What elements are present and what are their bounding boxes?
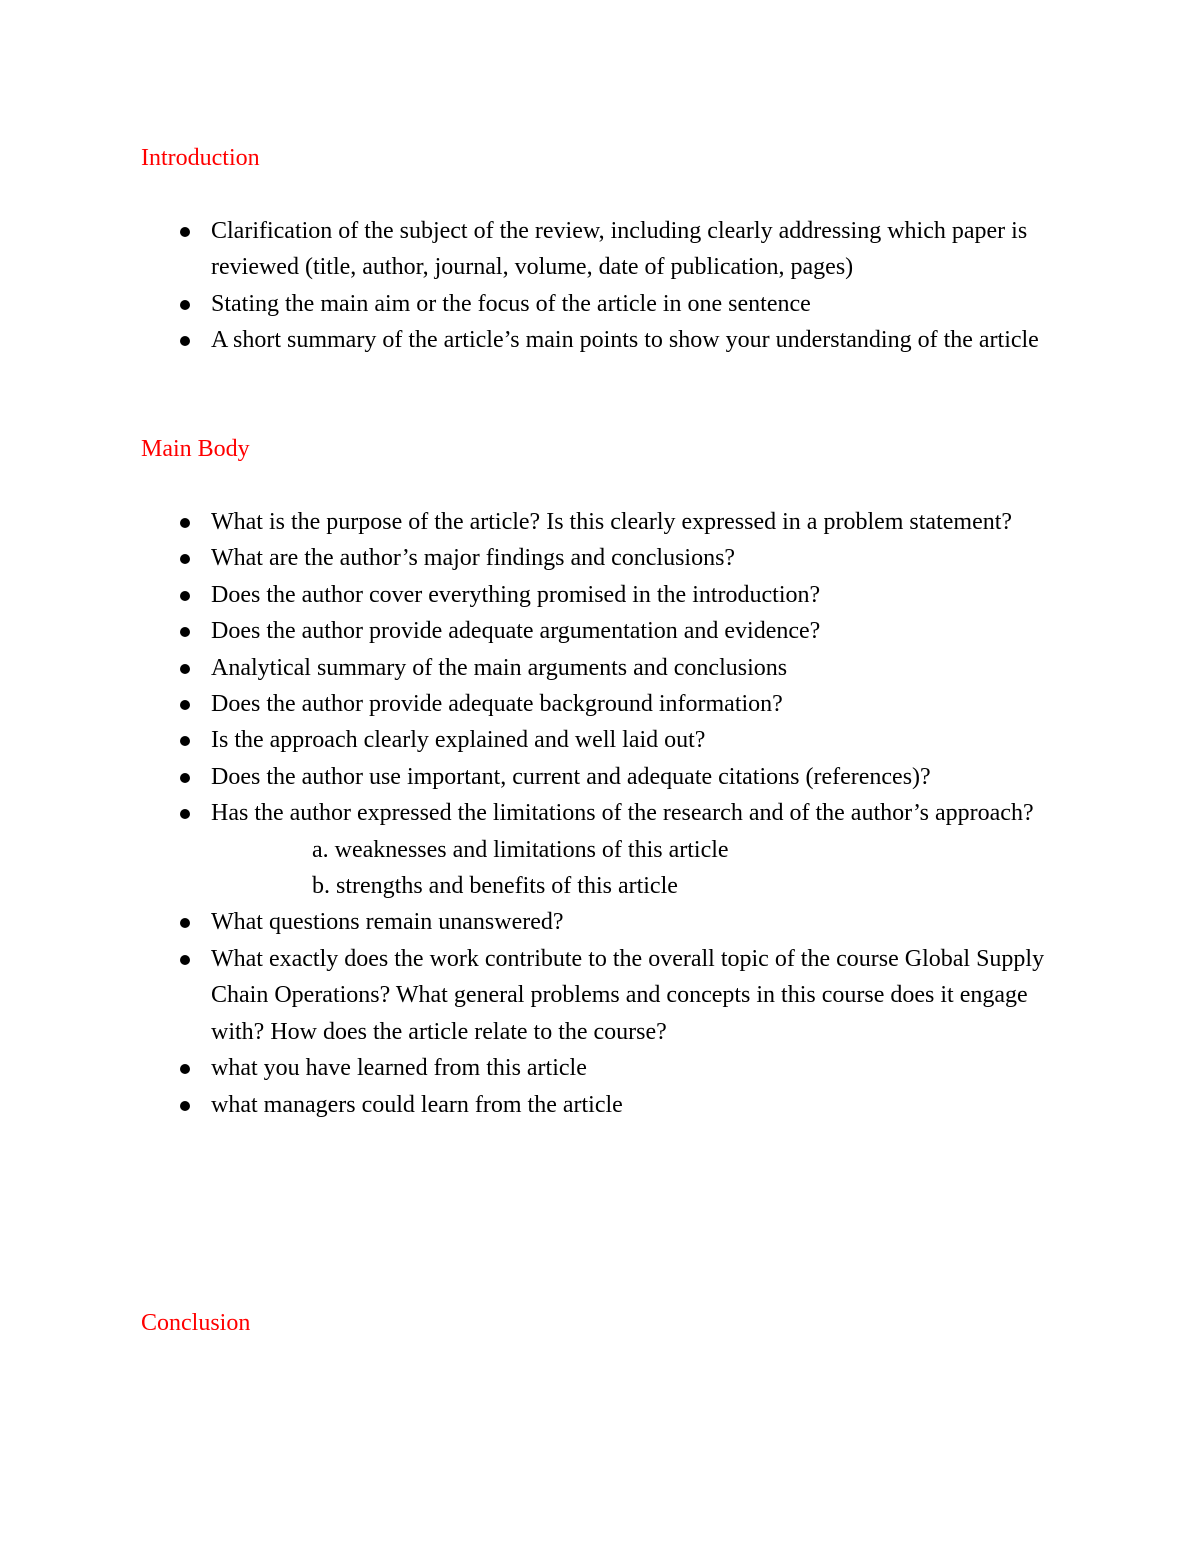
list-item [0, 759, 1071, 795]
main-body-list [0, 504, 1200, 1123]
bullet-icon [180, 773, 190, 783]
bullet-icon [180, 1064, 190, 1074]
bullet-icon [180, 809, 190, 819]
bullet-icon [180, 518, 190, 528]
list-item-text: What is the purpose of the article? Is this clearly expressed in a problem statement? [211, 509, 1013, 535]
bullet-icon [180, 591, 190, 601]
list-item [0, 941, 1071, 1050]
bullet-icon [180, 336, 190, 346]
list-item [0, 722, 1071, 758]
list-item [0, 650, 1071, 686]
introduction-heading: Introduction [141, 145, 260, 171]
bullet-icon [180, 736, 190, 746]
sub-list-item [0, 868, 1200, 904]
bullet-icon [180, 918, 190, 928]
list-item-text: Has the author expressed the limitations of the research and of the author’s approach? [211, 800, 1034, 827]
list-item [0, 322, 1071, 358]
list-item-text: Does the author provide adequate argumentation and evidence? [211, 618, 821, 645]
list-item-text: What questions remain unanswered? [211, 909, 564, 936]
introduction-list [0, 213, 1200, 359]
list-item-text: Does the author use important, current and adequate citations (references)? [211, 763, 931, 790]
list-item-text: What exactly does the work contribute to the overall topic of the course Global Supply Chain Operations? What general problems and concepts in this course does it engage with? How does the article relate to the course? [211, 945, 1045, 1045]
list-item [0, 213, 1071, 286]
list-item-text: what you have learned from this article [211, 1055, 587, 1082]
list-item [0, 1087, 1071, 1123]
list-item-text: Is the approach clearly explained and well laid out? [211, 727, 706, 754]
sub-list-item-text: b. strengths and benefits of this article [312, 873, 678, 900]
list-item [0, 504, 1071, 540]
list-item [0, 795, 1071, 831]
list-item [0, 613, 1071, 649]
bullet-icon [180, 554, 190, 564]
sub-list-item [0, 832, 1200, 868]
bullet-icon [180, 227, 190, 237]
list-item-text: Does the author cover everything promised in the introduction? [211, 581, 821, 608]
sub-list-item-text: a. weaknesses and limitations of this article [312, 836, 729, 863]
conclusion-heading: Conclusion [141, 1310, 251, 1336]
main-body-heading: Main Body [141, 436, 250, 462]
list-item-text: what managers could learn from the article [211, 1091, 623, 1118]
list-item [0, 904, 1071, 940]
list-item-text: Clarification of the subject of the review, including clearly addressing which paper is reviewed (title, author, journal, volume, date of publication, pages) [211, 218, 1028, 281]
list-item [0, 1050, 1071, 1086]
bullet-icon [180, 664, 190, 674]
list-item-text: A short summary of the article’s main points to show your understanding of the article [211, 327, 1039, 354]
list-item-text: What are the author’s major findings and conclusions? [211, 545, 736, 572]
list-item [0, 286, 1071, 322]
list-item-text: Does the author provide adequate background information? [211, 691, 783, 718]
bullet-icon [180, 300, 190, 310]
list-item-text: Analytical summary of the main arguments and conclusions [211, 654, 788, 681]
list-item [0, 540, 1071, 576]
bullet-icon [180, 955, 190, 965]
list-item-text: Stating the main aim or the focus of the article in one sentence [211, 290, 811, 317]
list-item [0, 686, 1071, 722]
bullet-icon [180, 627, 190, 637]
list-item [0, 577, 1071, 613]
bullet-icon [180, 1101, 190, 1111]
bullet-icon [180, 700, 190, 710]
